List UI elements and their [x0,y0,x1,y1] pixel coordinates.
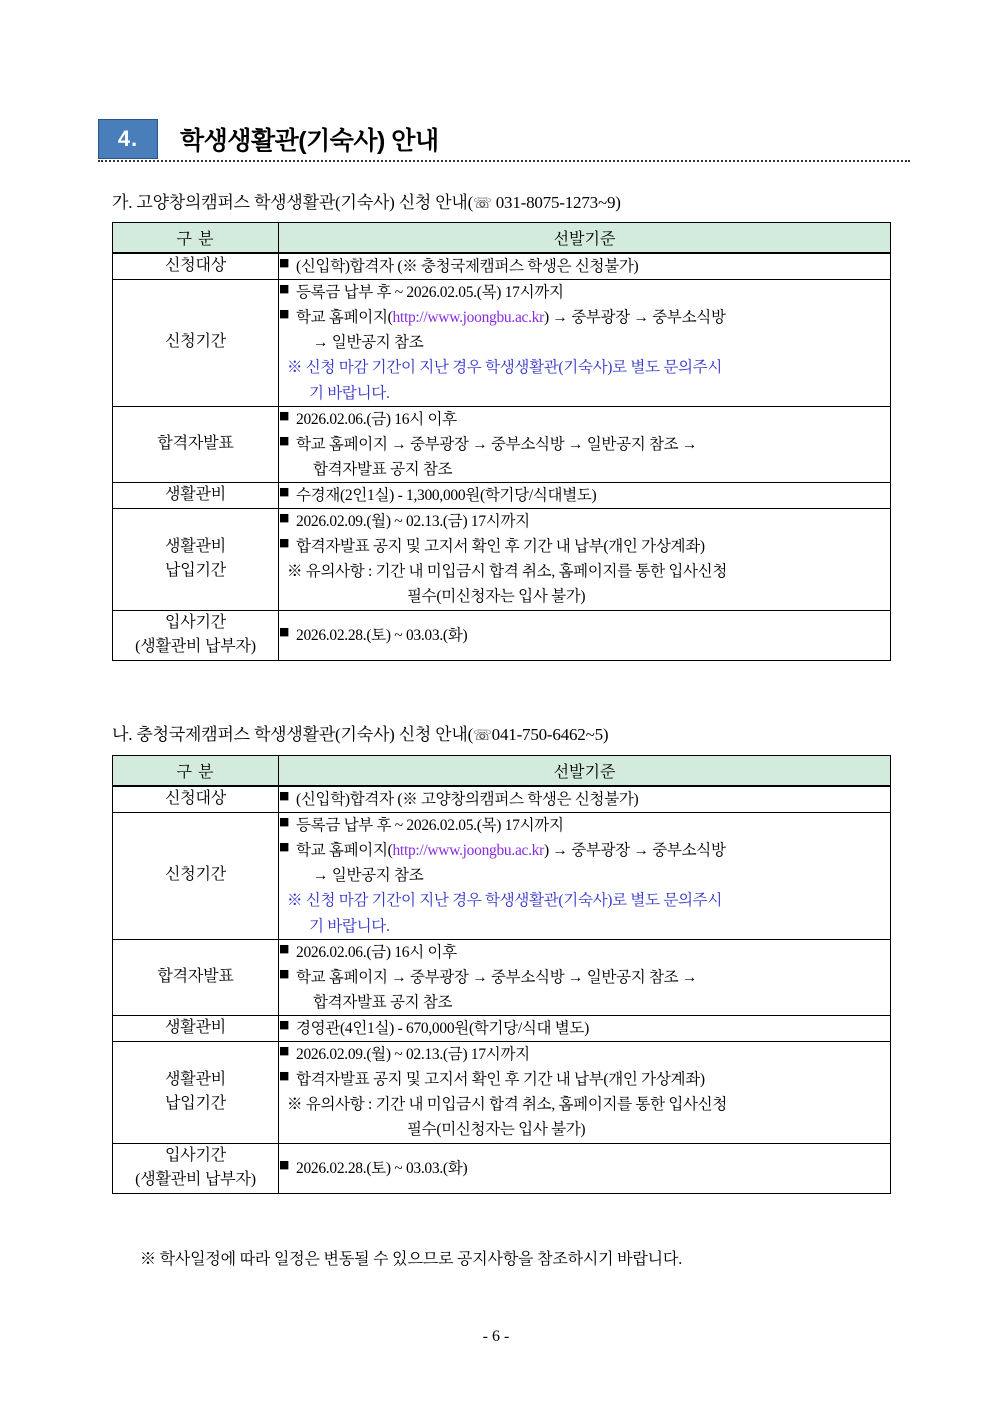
telephone-icon: ☏ [473,726,492,744]
list-item [279,483,890,508]
row-label-line1: 생활관비 [164,537,227,555]
dormitory-table-goyang [112,222,891,661]
column-header-category: 구 분 [113,756,279,787]
page-title: 학생생활관(기숙사) 안내 [180,127,439,155]
subsection-phone-b: 041-750-6462~5) [491,725,609,744]
list-item-text: 2026.02.28.(토) ~ 03.03.(화) [296,626,468,644]
list-item-text: 2026.02.09.(월) ~ 02.13.(금) 17시까지 [296,1046,530,1064]
square-bullet-icon: ■ [279,282,290,296]
table-row [113,610,891,661]
list-item-text: 학교 홈페이지 → 중부광장 → 중부소식방 → 일반공지 참조 → [296,435,698,453]
row-content-application-period [279,280,891,407]
list-item-text: 합격자발표 공지 및 고지서 확인 후 기간 내 납부(개인 가상계좌) [296,538,705,556]
list-item [279,787,890,812]
list-item-text-post: ) → 중부광장 → 중부소식방 [544,309,726,327]
row-content-result-announcement [279,939,891,1015]
row-content-application-target [279,253,891,280]
list-item-text: 등록금 납부 후 ~ 2026.02.05.(목) 17시까지 [296,284,564,302]
list-item-continuation: → 일반공지 참조 [313,334,424,352]
list-item-text: 등록금 납부 후 ~ 2026.02.05.(목) 17시까지 [296,817,564,835]
list-item-text: 2026.02.06.(금) 16시 이후 [296,410,457,428]
table-row [113,253,891,280]
row-content-dorm-fee [279,482,891,508]
list-item [279,254,890,279]
list-item [279,1042,890,1067]
list-item [279,305,890,330]
square-bullet-icon: ■ [279,433,290,447]
heading-divider [98,160,910,162]
row-label-line1: 생활관비 [164,1070,227,1088]
telephone-icon: ☏ [473,194,492,212]
column-header-criteria: 선발기준 [279,223,891,254]
list-item [279,509,890,534]
table-row [113,786,891,813]
row-label-payment-period [113,1042,279,1143]
list-item [279,940,890,965]
square-bullet-icon: ■ [279,256,290,269]
square-bullet-icon: ■ [279,815,290,829]
row-label-move-in-period [113,610,279,661]
list-item-text: 합격자발표 공지 및 고지서 확인 후 기간 내 납부(개인 가상계좌) [296,1071,705,1089]
list-item-continuation: → 일반공지 참조 [313,867,424,885]
page-number: - 6 - [482,1328,510,1345]
subsection-heading-b [112,720,608,745]
row-label-line2: 납입기간 [164,562,227,580]
list-item [279,1016,890,1041]
row-content-move-in-period [279,1143,891,1194]
row-content-payment-period [279,509,891,610]
row-label-line2: (생활관비 납부자) [135,1171,256,1189]
list-item-continuation: 합격자발표 공지 참조 [313,993,453,1011]
square-bullet-icon: ■ [279,511,290,525]
section-heading [98,116,910,162]
list-item-text-pre: 학교 홈페이지( [296,842,393,860]
square-bullet-icon: ■ [279,408,290,422]
subsection-title-b: 충청국제캠퍼스 학생생활관(기숙사) 신청 안내( [136,725,474,744]
table-row [113,1042,891,1143]
row-label-application-target: 신청대상 [113,253,279,280]
list-item [279,280,890,305]
square-bullet-icon: ■ [279,624,290,638]
list-item [279,534,890,559]
table-row [113,939,891,1015]
list-item-text: 경영관(4인1실) - 670,000원(학기당/식대 별도) [296,1019,589,1037]
square-bullet-icon: ■ [279,789,290,802]
list-item-text: 2026.02.28.(토) ~ 03.03.(화) [296,1159,468,1177]
homepage-link[interactable]: http://www.joongbu.ac.kr [392,842,544,860]
table-header-row [113,756,891,787]
row-content-dorm-fee [279,1015,891,1041]
row-label-application-period: 신청기간 [113,813,279,940]
footer-note: ※ 학사일정에 따라 일정은 변동될 수 있으므로 공지사항을 참조하시기 바랍니다. [140,1251,682,1268]
caution-note-continuation: 필수(미신청자는 입사 불가) [407,588,586,606]
list-item [279,432,890,457]
list-item-text: 2026.02.09.(월) ~ 02.13.(금) 17시까지 [296,513,530,531]
list-item-text: (신입학)합격자 (※ 충청국제캠퍼스 학생은 신청불가) [296,258,639,275]
list-item-continuation: 합격자발표 공지 참조 [313,460,453,478]
row-content-move-in-period [279,610,891,661]
row-label-move-in-period [113,1143,279,1194]
subsection-title-a: 고양창의캠퍼스 학생생활관(기숙사) 신청 안내( [136,193,474,212]
row-content-result-announcement [279,406,891,482]
row-label-line2: 납입기간 [164,1095,227,1113]
caution-note: ※ 유의사항 : 기간 내 미입금시 합격 취소, 홈페이지를 통한 입사신청 [287,563,728,581]
list-item [279,407,890,432]
square-bullet-icon: ■ [279,1157,290,1171]
square-bullet-icon: ■ [279,484,290,498]
warning-note-continuation: 기 바랍니다. [309,384,390,402]
square-bullet-icon: ■ [279,840,290,854]
row-label-line2: (생활관비 납부자) [135,638,256,656]
list-item [279,1067,890,1092]
warning-note: ※ 신청 마감 기간이 지난 경우 학생생활관(기숙사)로 별도 문의주시 [287,359,723,377]
list-item [279,838,890,863]
row-label-line1: 입사기간 [164,1146,227,1164]
list-item [279,623,890,648]
square-bullet-icon: ■ [279,1017,290,1031]
warning-note: ※ 신청 마감 기간이 지난 경우 학생생활관(기숙사)로 별도 문의주시 [287,892,723,910]
table-row [113,280,891,407]
table-row [113,406,891,482]
table-row [113,813,891,940]
list-item-text-post: ) → 중부광장 → 중부소식방 [544,842,726,860]
list-item-text-pre: 학교 홈페이지( [296,309,393,327]
square-bullet-icon: ■ [279,1069,290,1083]
table-row [113,509,891,610]
row-content-application-period [279,813,891,940]
square-bullet-icon: ■ [279,536,290,550]
table-header-row [113,223,891,254]
caution-note: ※ 유의사항 : 기간 내 미입금시 합격 취소, 홈페이지를 통한 입사신청 [287,1096,728,1114]
table-row [113,1015,891,1041]
list-item-text: (신입학)합격자 (※ 고양창의캠퍼스 학생은 신청불가) [296,791,639,808]
subsection-phone-a: 031-8075-1273~9) [491,193,621,212]
row-label-dorm-fee: 생활관비 [113,482,279,508]
subsection-label-b: 나. [112,725,133,744]
list-item-text: 학교 홈페이지 → 중부광장 → 중부소식방 → 일반공지 참조 → [296,968,698,986]
square-bullet-icon: ■ [279,1044,290,1058]
table-row [113,482,891,508]
square-bullet-icon: ■ [279,941,290,955]
list-item [279,1156,890,1181]
list-item [279,813,890,838]
caution-note-continuation: 필수(미신청자는 입사 불가) [407,1121,586,1139]
square-bullet-icon: ■ [279,307,290,321]
row-label-result-announcement: 합격자발표 [113,939,279,1015]
row-label-payment-period [113,509,279,610]
list-item-text: 2026.02.06.(금) 16시 이후 [296,943,457,961]
subsection-label-a: 가. [112,193,133,212]
column-header-criteria: 선발기준 [279,756,891,787]
row-content-payment-period [279,1042,891,1143]
dormitory-table-chungcheong [112,755,891,1194]
list-item-text: 수경재(2인1실) - 1,300,000원(학기당/식대별도) [296,486,597,504]
warning-note-continuation: 기 바랍니다. [309,917,390,935]
homepage-link[interactable]: http://www.joongbu.ac.kr [392,309,544,327]
column-header-category: 구 분 [113,223,279,254]
square-bullet-icon: ■ [279,966,290,980]
list-item [279,965,890,990]
section-number-badge: 4. [98,119,158,159]
table-row [113,1143,891,1194]
row-label-application-period: 신청기간 [113,280,279,407]
row-content-application-target [279,786,891,813]
subsection-heading-a [112,188,621,213]
row-label-application-target: 신청대상 [113,786,279,813]
row-label-dorm-fee: 생활관비 [113,1015,279,1041]
row-label-result-announcement: 합격자발표 [113,406,279,482]
row-label-line1: 입사기간 [164,613,227,631]
